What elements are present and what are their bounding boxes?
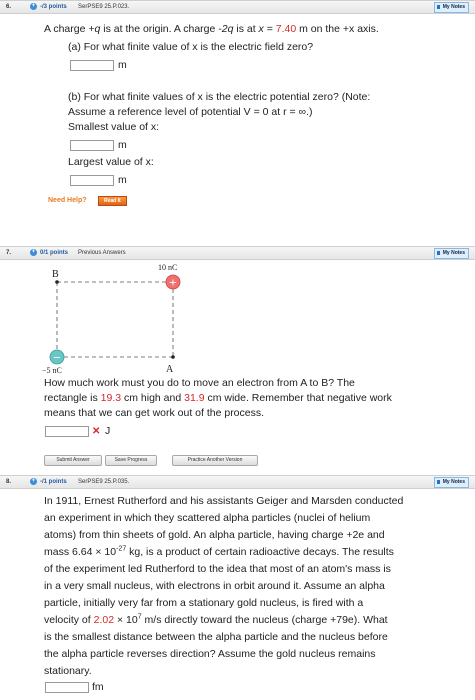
expand-icon[interactable]: + — [31, 249, 36, 255]
answer-input-distance[interactable] — [45, 682, 89, 693]
unit-label: m — [118, 139, 127, 151]
points-label: -/3 points — [40, 4, 67, 10]
expand-icon[interactable]: + — [31, 478, 36, 484]
unit-label: fm — [92, 681, 104, 693]
unit-label: m — [118, 59, 127, 71]
practice-another-version-button[interactable]: Practice Another Version — [172, 455, 258, 466]
smallest-label: Smallest value of x: — [68, 121, 160, 133]
points-label: 0/1 points — [40, 250, 69, 256]
need-help-label: Need Help? — [48, 197, 87, 204]
my-notes-button[interactable]: My Notes — [434, 2, 469, 13]
exponent: 7 — [137, 613, 142, 621]
my-notes-button[interactable]: My Notes — [434, 477, 469, 488]
read-it-button[interactable]: Read It — [98, 196, 127, 206]
question-number: 6. — [6, 4, 12, 10]
plus-sign: + — [168, 277, 178, 289]
largest-label: Largest value of x: — [68, 156, 154, 168]
q8-line1: In 1911, Ernest Rutherford and his assistants Geiger and Marsden conducted — [44, 495, 404, 507]
answer-input-a[interactable] — [70, 60, 114, 71]
label-A: A — [166, 364, 174, 375]
q8-line9: is the smallest distance between the alpha particle and the nucleus before — [44, 631, 388, 643]
q8-line2: an experiment in which they scattered alpha particles (nuclei of helium — [44, 512, 371, 524]
unit-label: J — [105, 425, 111, 437]
q6-intro: A charge +q is at the origin. A charge -2q is at x = 7.40 m on the +x axis. — [44, 23, 379, 35]
q8-line6: in a very small nucleus, with electrons in orbit around it. Assume an alpha — [44, 580, 385, 592]
bottom-charge-label: −5 nC — [42, 366, 62, 375]
q8-line8: velocity of $2.02 \times 10^7$ m/s directly toward the nucleus (charge +79e). What — [44, 613, 388, 626]
answer-input-largest[interactable] — [70, 175, 114, 186]
problem-reference: SerPSE9 25.P.035. — [78, 479, 130, 485]
velocity-value: 2.02 — [93, 614, 115, 626]
point-A-dot — [171, 355, 175, 359]
question-6-header — [0, 0, 475, 14]
q7-text-line3: means that we can get work out of the process. — [44, 407, 265, 419]
my-notes-button[interactable]: My Notes — [434, 248, 469, 259]
unit-label: m — [118, 174, 127, 186]
q6-part-b-line2: Assume a reference level of potential V = 0 at r = ∞.) — [68, 106, 313, 118]
q7-text-line1: How much work must you do to move an electron from A to B? The — [44, 377, 355, 389]
q8-line7: particle, initially very far from a stationary gold nucleus, is fired with a — [44, 597, 364, 609]
expand-icon[interactable]: + — [31, 3, 36, 9]
given-value: 7.40 — [275, 23, 297, 35]
minus-sign: − — [52, 352, 62, 364]
q7-text-line2: rectangle is 19.3 cm high and 31.9 cm wide. Remember that negative work — [44, 392, 392, 404]
submit-answer-button[interactable]: Submit Answer — [44, 455, 102, 466]
save-progress-button[interactable]: Save Progress — [105, 455, 157, 466]
question-number: 7. — [6, 250, 12, 256]
top-charge-label: 10 nC — [158, 263, 178, 272]
problem-reference: SerPSE9 25.P.023. — [78, 4, 130, 10]
width-value: 31.9 — [184, 392, 205, 404]
charge-rectangle-diagram — [40, 262, 200, 376]
q8-line10: the alpha particle reverses direction? Assume the gold nucleus remains — [44, 648, 376, 660]
q6-part-b-line1: (b) For what finite values of x is the electric potential zero? (Note: — [68, 91, 371, 103]
question-7-header — [0, 246, 475, 260]
exponent: -27 — [116, 545, 127, 553]
points-label: -/1 points — [40, 479, 67, 485]
q8-line4: mass $6.64 \times 10^{-27}$ kg, is a product of certain radioactive decays. The results — [44, 545, 394, 558]
q8-line5: of the experiment led Rutherford to the idea that most of an atom's mass is — [44, 563, 391, 575]
answer-input-work[interactable] — [45, 426, 89, 437]
q8-line11: stationary. — [44, 665, 92, 677]
q6-part-a: (a) For what finite value of x is the electric field zero? — [68, 41, 314, 53]
point-B-dot — [55, 280, 59, 284]
label-B: B — [52, 269, 59, 280]
incorrect-icon: ✕ — [92, 426, 101, 437]
question-8-header — [0, 475, 475, 489]
q8-line3: atoms) from thin sheets of gold. An alpha particle, having charge +2e and — [44, 529, 385, 541]
question-number: 8. — [6, 479, 12, 485]
height-value: 19.3 — [100, 392, 122, 404]
answer-input-smallest[interactable] — [70, 140, 114, 151]
previous-answers-link[interactable]: Previous Answers — [78, 250, 126, 256]
